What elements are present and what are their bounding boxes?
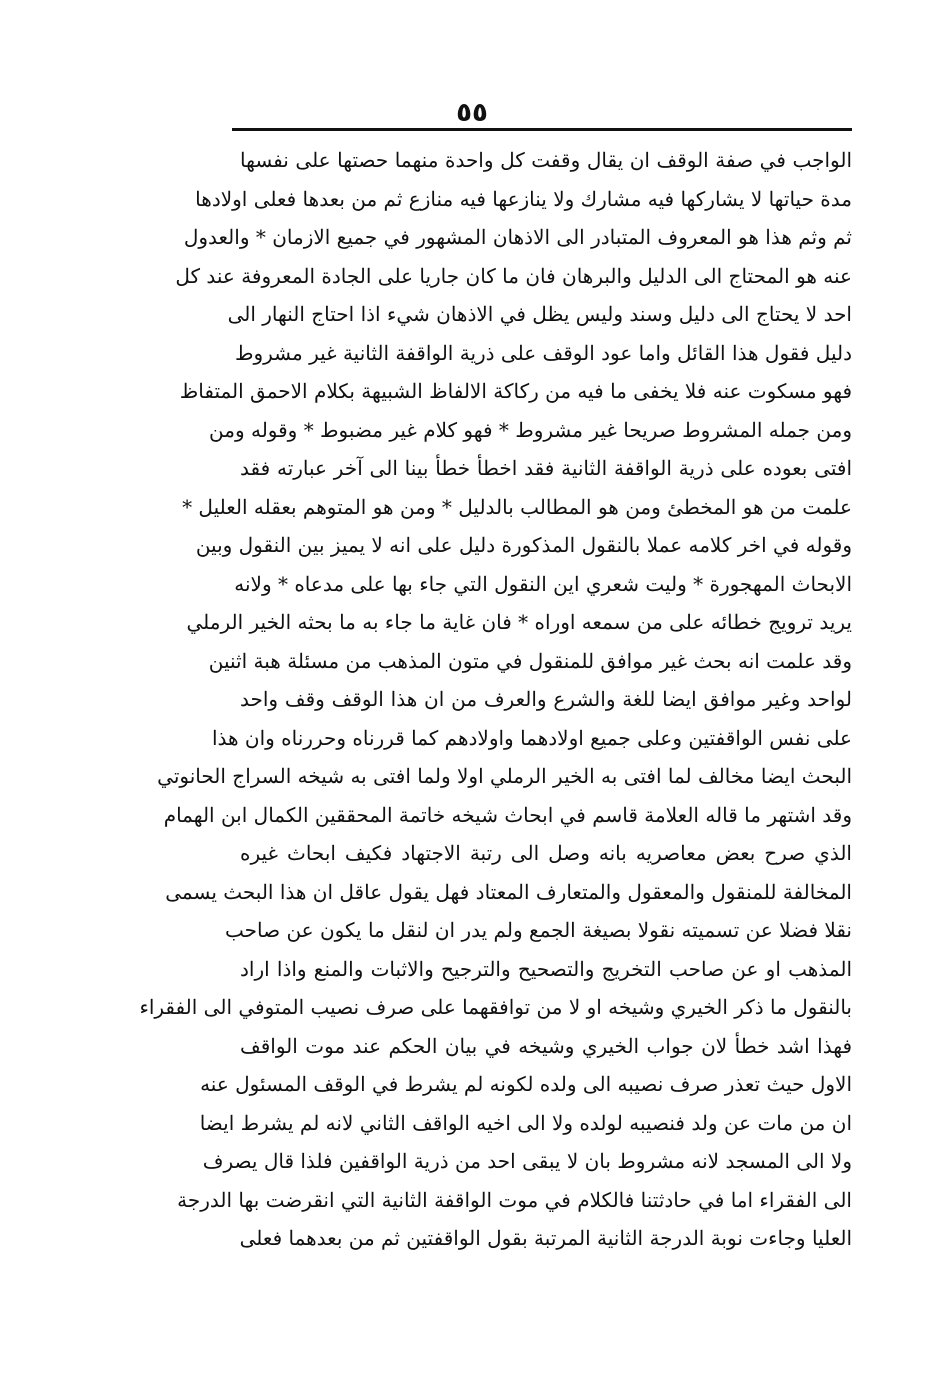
- text-line: الى الفقراء اما في حادثتنا فالكلام في موت الواقفة الثانية التي انقرضت بها الدرجة: [177, 1187, 852, 1212]
- text-line: يريد ترويج خطائه على من سمعه اوراه * فان غاية ما جاء به ما بحثه الخير الرملي: [186, 610, 852, 634]
- header-rule: [232, 128, 852, 131]
- text-line: وقوله في اخر كلامه عملا بالنقول المذكورة دليل على انه لا يميز بين النقول وبين: [195, 533, 852, 557]
- text-line: بالنقول ما ذكر الخيري وشيخه او لا من توافقهما على صرف نصيب المتوفي الى الفقراء: [139, 995, 852, 1019]
- text-line: احد لا يحتاج الى دليل وسند وليس يظل في الاذهان شيء اذا احتاج النهار الى: [227, 302, 852, 326]
- text-line: مدة حياتها لا يشاركها فيه مشارك ولا ينازعها فيه منازع ثم من بعدها فعلى اولادها: [195, 186, 852, 211]
- text-line: افتى بعوده على ذرية الواقفة الثانية فقد اخطأ خطأ بينا الى آخر عبارته فقد: [240, 456, 852, 480]
- text-line: وقد علمت انه بحث غير موافق للمنقول في متون المذهب من مسئلة هبة اثنين: [208, 648, 852, 673]
- text-line: العليا وجاءت نوبة الدرجة الثانية المرتبة بقول الواقفتين ثم من بعدهما فعلى: [239, 1226, 852, 1250]
- text-line: المذهب او عن صاحب التخريج والتصحيح والترجيح والاثبات والمنع واذا اراد: [240, 956, 852, 981]
- text-line: عنه هو المحتاج الى الدليل والبرهان فان ما كان جاريا على الجادة المعروفة عند كل: [175, 263, 852, 288]
- text-line: فهذا اشد خطأ لان جواب الخيري وشيخه في بيان الحكم عند موت الواقف: [240, 1033, 852, 1058]
- text-line: وقد اشتهر ما قاله العلامة قاسم في ابحاث شيخه خاتمة المحققين الكمال ابن الهمام: [163, 802, 852, 827]
- text-line: على نفس الواقفتين وعلى جميع اولادهما واولادهم كما قررناه وحررناه وان هذا: [211, 725, 852, 750]
- text-line: لواحد وغير موافق ايضا للغة والشرع والعرف من ان هذا الوقف وقف واحد: [240, 687, 852, 711]
- text-line: ولا الى المسجد لانه مشروط بان لا يبقى احد من ذرية الواقفين فلذا قال يصرف: [202, 1149, 852, 1173]
- text-line: نقلا فضلا عن تسميته نقولا بصيغة الجمع ولم يدر ان لنقل ما يكون عن صاحب: [225, 918, 852, 942]
- page-number: ٥٥: [456, 98, 488, 128]
- text-line: دليل فقول هذا القائل واما عود الوقف على ذرية الواقفة الثانية غير مشروط: [234, 340, 852, 365]
- text-line: ثم وثم هذا هو المعروف المتبادر الى الاذهان المشهور في جميع الازمان * والعدول: [183, 225, 852, 249]
- body-text: [139, 141, 852, 1258]
- text-line: الواجب في صفة الوقف ان يقال وقفت كل واحدة منهما حصتها على نفسها: [240, 148, 852, 172]
- text-line: ان من مات عن ولد فنصيبه لولده ولا الى اخيه الواقف الثاني لانه لم يشرط ايضا: [199, 1110, 852, 1135]
- text-line: الذي صرح بعض معاصريه بانه وصل الى رتبة الاجتهاد فكيف ابحاث غيره: [240, 841, 852, 865]
- text-line: الاول حيث تعذر صرف نصيبه الى ولده لكونه لم يشرط في الوقف المسئول عنه: [200, 1072, 852, 1096]
- text-line: الابحاث المهجورة * وليت شعري اين النقول التي جاء بها على مدعاه * ولانه: [234, 571, 852, 596]
- text-line: علمت من هو المخطئ ومن هو المطالب بالدليل * ومن هو المتوهم بعقله العليل *: [182, 494, 852, 519]
- text-line: ومن جمله المشروط صريحا غير مشروط * فهو كلام غير مضبوط * وقوله ومن: [209, 417, 852, 442]
- text-line: فهو مسكوت عنه فلا يخفى ما فيه من ركاكة الالفاظ الشبيهة بكلام الاحمق المتفاظ: [179, 379, 852, 403]
- text-line: المخالفة للمنقول والمعقول والمتعارف المعتاد فهل يقول عاقل ان هذا البحث يسمى: [165, 879, 852, 904]
- text-line: البحث ايضا مخالف لما افتى به الخير الرملي اولا ولما افتى به شيخه السراج الحانوتي: [157, 764, 852, 788]
